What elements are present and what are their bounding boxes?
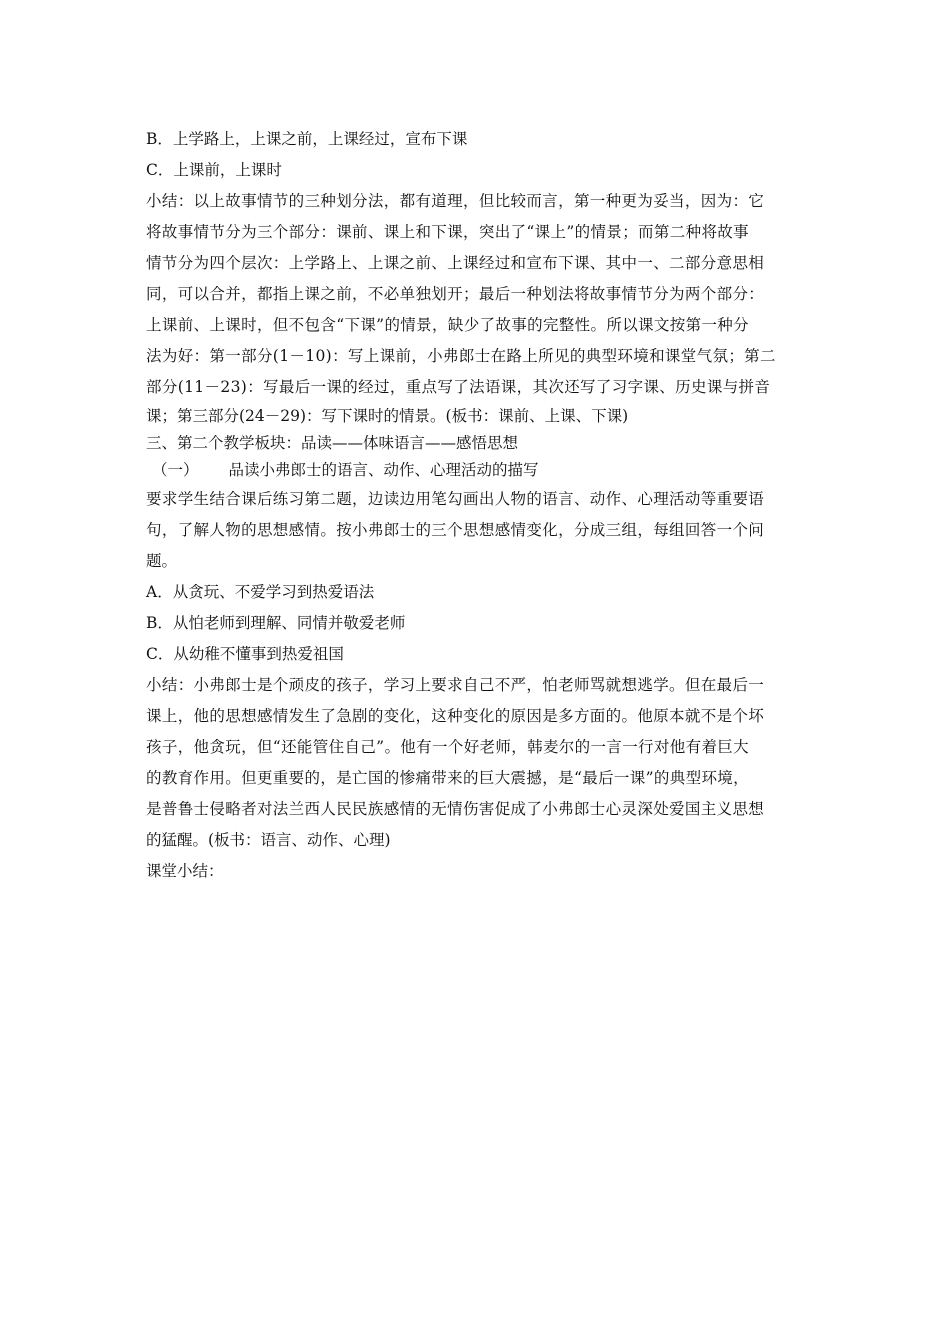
summary-paragraph-line: 孩子，他贪玩，但“还能管住自己”。他有一个好老师，韩麦尔的一言一行对他有着巨大 [146, 738, 750, 756]
summary-paragraph-line: 小结：以上故事情节的三种划分法，都有道理，但比较而言，第一种更为妥当，因为：它 [146, 192, 765, 210]
summary-paragraph-line: 的猛醒。(板书：语言、动作、心理) [146, 831, 391, 849]
instruction-paragraph-line: 要求学生结合课后练习第二题，边读边用笔勾画出人物的语言、动作、心理活动等重要语 [146, 490, 765, 508]
summary-paragraph-line: 课；第三部分(24－29)：写下课时的情景。(板书：课前、上课、下课) [146, 407, 629, 425]
option-c-line: C．上课前，上课时 [146, 161, 282, 179]
subsection-heading [146, 457, 816, 484]
option-b-line: B．上学路上，上课之前，上课经过，宣布下课 [146, 130, 468, 148]
summary-paragraph-line: 将故事情节分为三个部分：课前、课上和下课，突出了“课上”的情景；而第二种将故事 [146, 223, 750, 241]
summary-paragraph-line: 情节分为四个层次：上学路上、上课之前、上课经过和宣布下课、其中一、二部分意思相 [146, 254, 765, 272]
option-a-line: A．从贪玩、不爱学习到热爱语法 [146, 583, 375, 601]
summary-paragraph-line: 部分(11－23)：写最后一课的经过，重点写了法语课，其次还写了习字课、历史课与拼音 [146, 378, 771, 396]
summary-paragraph-line: 的教育作用。但更重要的，是亡国的惨痛带来的巨大震撼，是“最后一课”的典型环境， [146, 769, 750, 787]
class-summary-heading: 课堂小结： [146, 862, 224, 880]
summary-paragraph-line: 同，可以合并，都指上课之前，不必单独划开；最后一种划法将故事情节分为两个部分： [146, 285, 765, 303]
summary-paragraph-line: 法为好：第一部分(1－10)：写上课前，小弗郎士在路上所见的典型环境和课堂气氛；第二 [146, 347, 776, 365]
section-heading: 三、第二个教学板块：品读——体味语言——感悟思想 [146, 434, 519, 452]
option-c-line: C．从幼稚不懂事到热爱祖国 [146, 645, 344, 663]
summary-paragraph-line: 是普鲁士侵略者对法兰西人民民族感情的无情伤害促成了小弗郎士心灵深处爱国主义思想 [146, 800, 765, 818]
document-body [146, 124, 816, 887]
option-b-line: B．从怕老师到理解、同情并敬爱老师 [146, 614, 406, 632]
instruction-paragraph-line: 句，了解人物的思想感情。按小弗郎士的三个思想感情变化，分成三组，每组回答一个问 [146, 521, 765, 539]
summary-paragraph-line: 课上，他的思想感情发生了急剧的变化，这种变化的原因是多方面的。他原本就不是个坏 [146, 707, 765, 725]
summary-paragraph-line: 上课前、上课时，但不包含“下课”的情景，缺少了故事的完整性。所以课文按第一种分 [146, 316, 750, 334]
subsection-number: （一） [152, 461, 199, 479]
subsection-title: 品读小弗郎士的语言、动作、心理活动的描写 [228, 461, 539, 479]
instruction-paragraph-line: 题。 [146, 552, 178, 570]
summary-paragraph-line: 小结：小弗郎士是个顽皮的孩子，学习上要求自己不严，怕老师骂就想逃学。但在最后一 [146, 676, 765, 694]
